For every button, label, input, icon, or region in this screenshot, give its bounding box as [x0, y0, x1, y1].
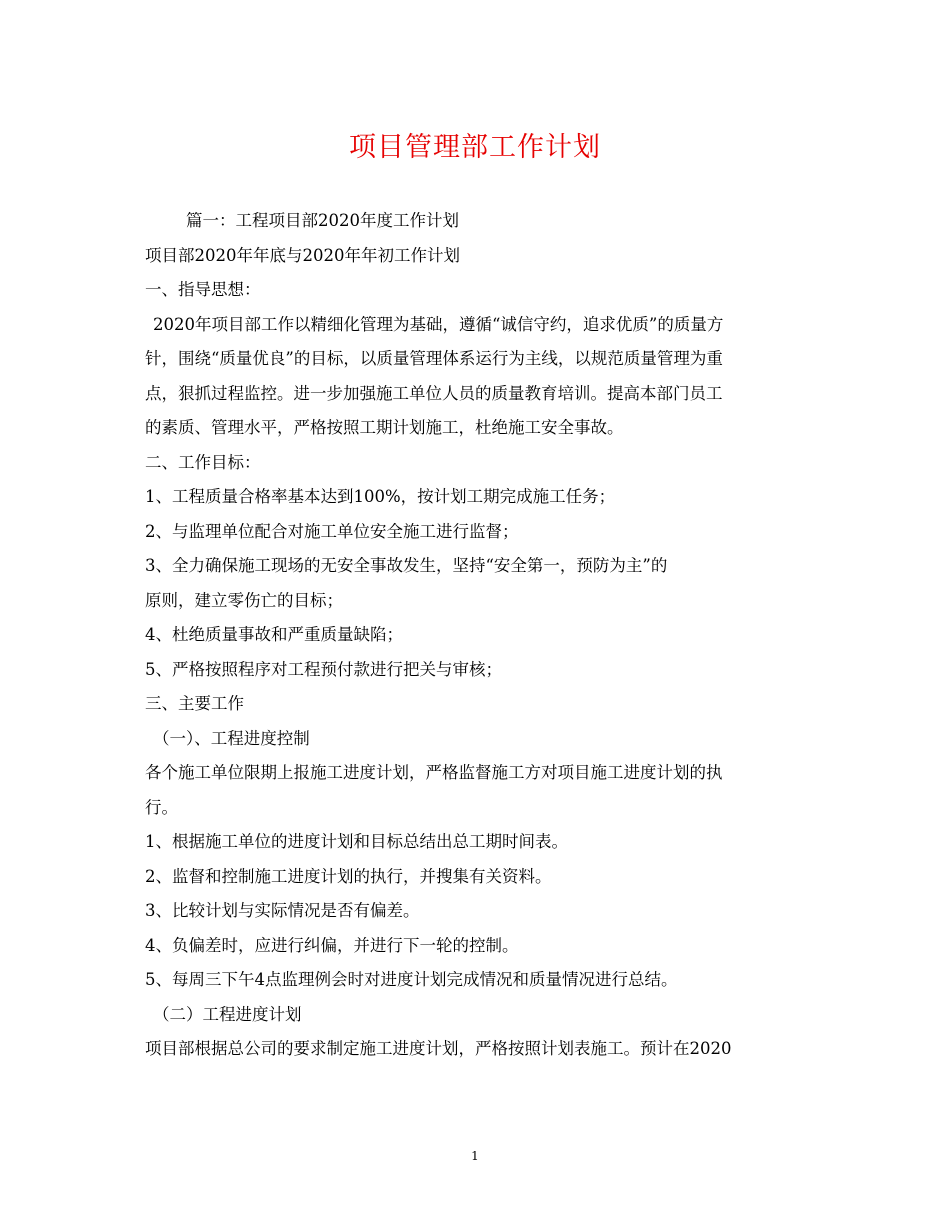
paragraph-line: 项目部2020年年底与2020年年初工作计划	[145, 245, 460, 265]
paragraph-line: 项目部根据总公司的要求制定施工进度计划，严格按照计划表施工。预计在2020	[145, 1039, 732, 1058]
list-item: 4、杜绝质量事故和严重质量缺陷；	[145, 625, 403, 644]
page-number: 1	[471, 1149, 479, 1163]
section-heading: 三、主要工作	[145, 694, 244, 713]
paragraph-line: 点，狠抓过程监控。进一步加强施工单位人员的质量教育培训。提高本部门员工	[145, 383, 723, 403]
paragraph-line: 行。	[145, 797, 178, 817]
list-item: 2、与监理单位配合对施工单位安全施工进行监督；	[145, 521, 519, 541]
list-item: 3、比较计划与实际情况是否有偏差。	[145, 901, 420, 920]
list-item: 5、严格按照程序对工程预付款进行把关与审核；	[145, 659, 502, 679]
paragraph-line: 各个施工单位限期上报施工进度计划，严格监督施工方对项目施工进度计划的执	[145, 763, 723, 782]
list-item: 4、负偏差时，应进行纠偏，并进行下一轮的控制。	[145, 935, 519, 955]
list-item: 2、监督和控制施工进度计划的执行，并搜集有关资料。	[145, 866, 552, 886]
list-item: 3、全力确保施工现场的无安全事故发生，坚持“安全第一，预防为主”的	[145, 556, 668, 575]
document-title: 项目管理部工作计划	[349, 132, 601, 163]
list-item: 1、工程质量合格率基本达到100%，按计划工期完成施工任务；	[145, 487, 616, 506]
list-item: 5、每周三下午4点监理例会时对进度计划完成情况和质量情况进行总结。	[145, 970, 678, 989]
paragraph-line: 篇一：工程项目部2020年度工作计划	[186, 211, 459, 230]
subsection-heading: （一）、工程进度控制	[153, 728, 310, 748]
subsection-heading: （二）工程进度计划	[153, 1004, 302, 1024]
section-heading: 二、工作目标：	[145, 452, 261, 472]
paragraph-line: 2020年项目部工作以精细化管理为基础，遵循“诚信守约，追求优质”的质量方	[153, 314, 724, 334]
paragraph-line: 针，围绕“质量优良”的目标，以质量管理体系运行为主线，以规范质量管理为重	[145, 349, 723, 368]
paragraph-line: 的素质、管理水平，严格按照工期计划施工，杜绝施工安全事故。	[145, 418, 624, 437]
document-body	[145, 204, 810, 1067]
section-heading: 一、指导思想：	[145, 280, 261, 299]
list-item: 1、根据施工单位的进度计划和目标总结出总工期时间表。	[145, 832, 568, 851]
list-item-continuation: 原则，建立零伤亡的目标；	[145, 590, 343, 610]
